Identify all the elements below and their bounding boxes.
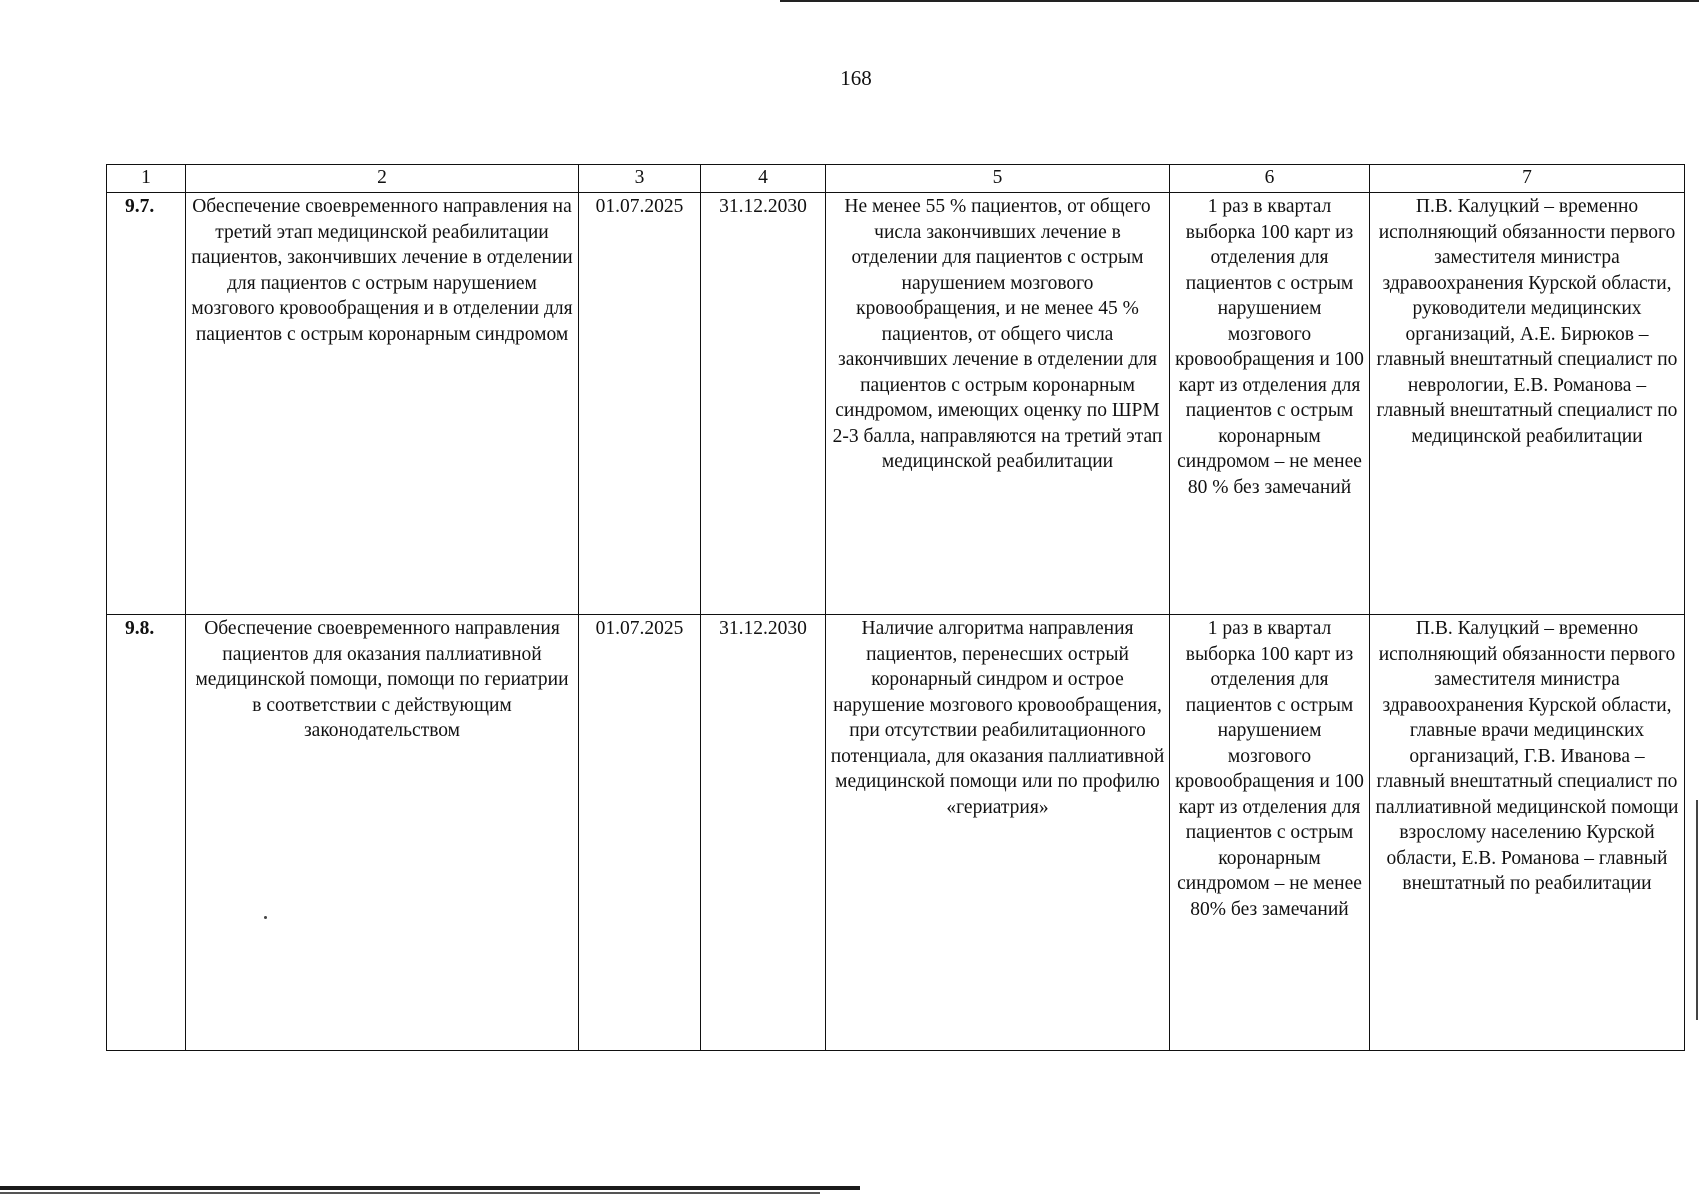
end-date-cell: 31.12.2030 <box>701 615 826 1051</box>
table-row <box>107 615 1685 1051</box>
task-cell: Обеспечение своевременного направления на третий этап медицинской реабилитации пациентов, закончивших лечение в отделении для пациентов с острым нарушением мозгового кровообращения и в отделении для пациентов с острым коронарным синдромом <box>186 193 579 615</box>
indicator-cell: Не менее 55 % пациентов, от общего числа закончивших лечение в отделении для пациентов с острым нарушением мозгового кровообращения, и не менее 45 % пациентов, от общего числа закончивших лечение в отделении для пациентов с острым коронарным синдромом, имеющих оценку по ШРМ 2-3 балла, направляются на третий этап медицинской реабилитации <box>826 193 1170 615</box>
start-date-cell: 01.07.2025 <box>579 193 701 615</box>
start-date-cell: 01.07.2025 <box>579 615 701 1051</box>
column-header: 4 <box>701 165 826 193</box>
row-number: 9.8. <box>107 615 186 1051</box>
scan-speck <box>264 916 267 919</box>
page-number: 168 <box>840 66 872 90</box>
scan-edge-line <box>1696 800 1698 1020</box>
indicator-cell: Наличие алгоритма направления пациентов, перенесших острый коронарный синдром и острое нарушение мозгового кровообращения, при отсутствии реабилитационного потенциала, для оказания паллиативной медицинской помощи или по профилю «гериатрия» <box>826 615 1170 1051</box>
column-header: 2 <box>186 165 579 193</box>
scan-edge-line <box>780 0 1699 2</box>
column-header: 6 <box>1170 165 1370 193</box>
column-header: 7 <box>1370 165 1685 193</box>
task-cell: Обеспечение своевременного направления пациентов для оказания паллиативной медицинской помощи, помощи по гериатрии в соответствии с действующим законодательством <box>186 615 579 1051</box>
responsible-cell: П.В. Калуцкий – временно исполняющий обязанности первого заместителя министра здравоохранения Курской области, главные врачи медицинских организаций, Г.В. Иванова – главный внештатный специалист по паллиативной медицинской помощи взрослому населению Курской области, Е.В. Романова – главный внештатный по реабилитации <box>1370 615 1685 1051</box>
scan-edge-line <box>0 1186 860 1190</box>
table-row <box>107 193 1685 615</box>
control-cell: 1 раз в квартал выборка 100 карт из отделения для пациентов с острым нарушением мозгового кровообращения и 100 карт из отделения для пациентов с острым коронарным синдромом – не менее 80 % без замечаний <box>1170 193 1370 615</box>
end-date-cell: 31.12.2030 <box>701 193 826 615</box>
table-header-row <box>107 165 1685 193</box>
scan-edge-line <box>0 1192 820 1194</box>
responsible-cell: П.В. Калуцкий – временно исполняющий обязанности первого заместителя министра здравоохранения Курской области, руководители медицинских организаций, А.Е. Бирюков – главный внештатный специалист по неврологии, Е.В. Романова – главный внештатный специалист по медицинской реабилитации <box>1370 193 1685 615</box>
column-header: 1 <box>107 165 186 193</box>
row-number: 9.7. <box>107 193 186 615</box>
column-header: 5 <box>826 165 1170 193</box>
column-header: 3 <box>579 165 701 193</box>
control-cell: 1 раз в квартал выборка 100 карт из отделения для пациентов с острым нарушением мозгового кровообращения и 100 карт из отделения для пациентов с острым коронарным синдромом – не менее 80% без замечаний <box>1170 615 1370 1051</box>
plan-table <box>106 164 1685 1051</box>
